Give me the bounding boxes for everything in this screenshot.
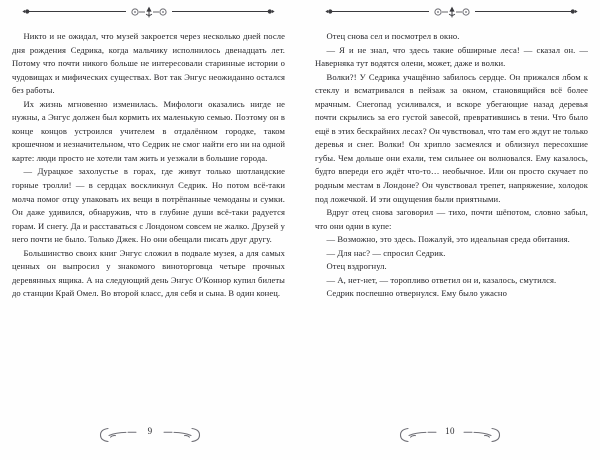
page-body-left bbox=[12, 30, 285, 301]
page-number-left: 9 bbox=[147, 426, 153, 436]
paragraph: — Я и не знал, что здесь такие обширные леса! — сказал он. — Наверняка тут водятся олени, может, даже и волки. bbox=[315, 44, 588, 69]
page-body-right bbox=[315, 30, 588, 301]
page-footer-left bbox=[0, 424, 300, 446]
paragraph: Седрик поспешно отвернулся. Ему было ужасно bbox=[326, 288, 507, 299]
header-rule-end-cap-right-icon bbox=[569, 7, 578, 16]
page-number-right: 10 bbox=[445, 426, 455, 436]
header-rule-end-cap-left-icon bbox=[325, 7, 334, 16]
header-rule-ornament-right bbox=[315, 4, 588, 20]
paragraph: Большинство своих книг Энгус сложил в подвале музея, а для самых ценных он выпросил у знакомого виноторговца четыре прочных деревянных ящика. А на следующий день Энгус О'Коннор купил билеты до станции Край Омел. Во второй класс, для себя и сына. В один конец. bbox=[12, 247, 285, 299]
paragraph: — Дурацкое захолустье в горах, где живут только шотландские горные тролли! — в сердцах воскликнул Седрик. Но потом всё-таки молча помог отцу упаковать их вещи в потрёпанные чемоданы и сумки. Он даже удивился, обнаружив, что в глубине души всё-таки радуется горам. И снегу. Да и расставаться с Лондоном совсем не жалко. Друзей у него почти не было. Только Джек. Но они обещали писать друг другу. bbox=[12, 166, 285, 245]
header-rule-end-cap-left-icon bbox=[22, 7, 31, 16]
paragraph: Отец вздрогнул. bbox=[326, 261, 387, 272]
header-center-ornament-icon bbox=[429, 5, 475, 19]
paragraph: Отец снова сел и посмотрел в окно. bbox=[326, 31, 460, 41]
paragraph: Их жизнь мгновенно изменилась. Мифологи оказались нигде не нужны, а Энгус должен был кормить их маленькую семью. Поэтому он в конце концов устроился учителем в отдалённом городке, таком крошечном и незначительном, что Седрик не смог найти его ни на одной карте: люди просто не хотели там жить и уезжали в большие города. bbox=[12, 98, 285, 163]
paragraph: — А, нет-нет, — торопливо ответил он и, казалось, смутился. bbox=[326, 274, 557, 285]
header-center-ornament-icon bbox=[126, 5, 172, 19]
page-right bbox=[300, 0, 600, 460]
paragraph: Вдруг отец снова заговорил — тихо, почти шёпотом, словно забыл, что они одни в купе: bbox=[315, 207, 588, 231]
header-rule-end-cap-right-icon bbox=[266, 7, 275, 16]
paragraph: Волки?! У Седрика учащённо забилось сердце. Он прижался лбом к стеклу и всматривался в пейзаж за окном, становящийся всё более мрачным. Снегопад усиливался, и вскоре убегающие назад деревья почти скрылись за его густой завесой, превратившись в тени. Что было ещё в этих бескрайних лесах? Он чувствовал, что там его ждут не только деревья и снег. Волки! Он хрипло засмеялся и облизнул пересохшие губы. Чем дольше они ехали, тем сильнее он волновался. Ему казалось, будто впереди его ждёт что-то… необычное. Или он просто скучает по родным местам в Лондоне? Он чувствовал трепет, напряжение, холодок под ложечкой. И эти ощущения были приятными. bbox=[315, 71, 588, 204]
header-rule-ornament-left bbox=[12, 4, 285, 20]
page-footer-right bbox=[300, 424, 600, 446]
paragraph: Никто и не ожидал, что музей закроется через несколько дней после дня рождения Седрика, когда мальчику исполнилось двенадцать лет. Потому что почти никого больше не интересовали старинные истории о чудовищах и мифических существах. Вот так Энгус неожиданно остался без работы. bbox=[12, 31, 285, 96]
paragraph: — Для нас? — спросил Седрик. bbox=[326, 247, 446, 258]
paragraph: — Возможно, это здесь. Пожалуй, это идеальная среда обитания. bbox=[326, 234, 570, 245]
